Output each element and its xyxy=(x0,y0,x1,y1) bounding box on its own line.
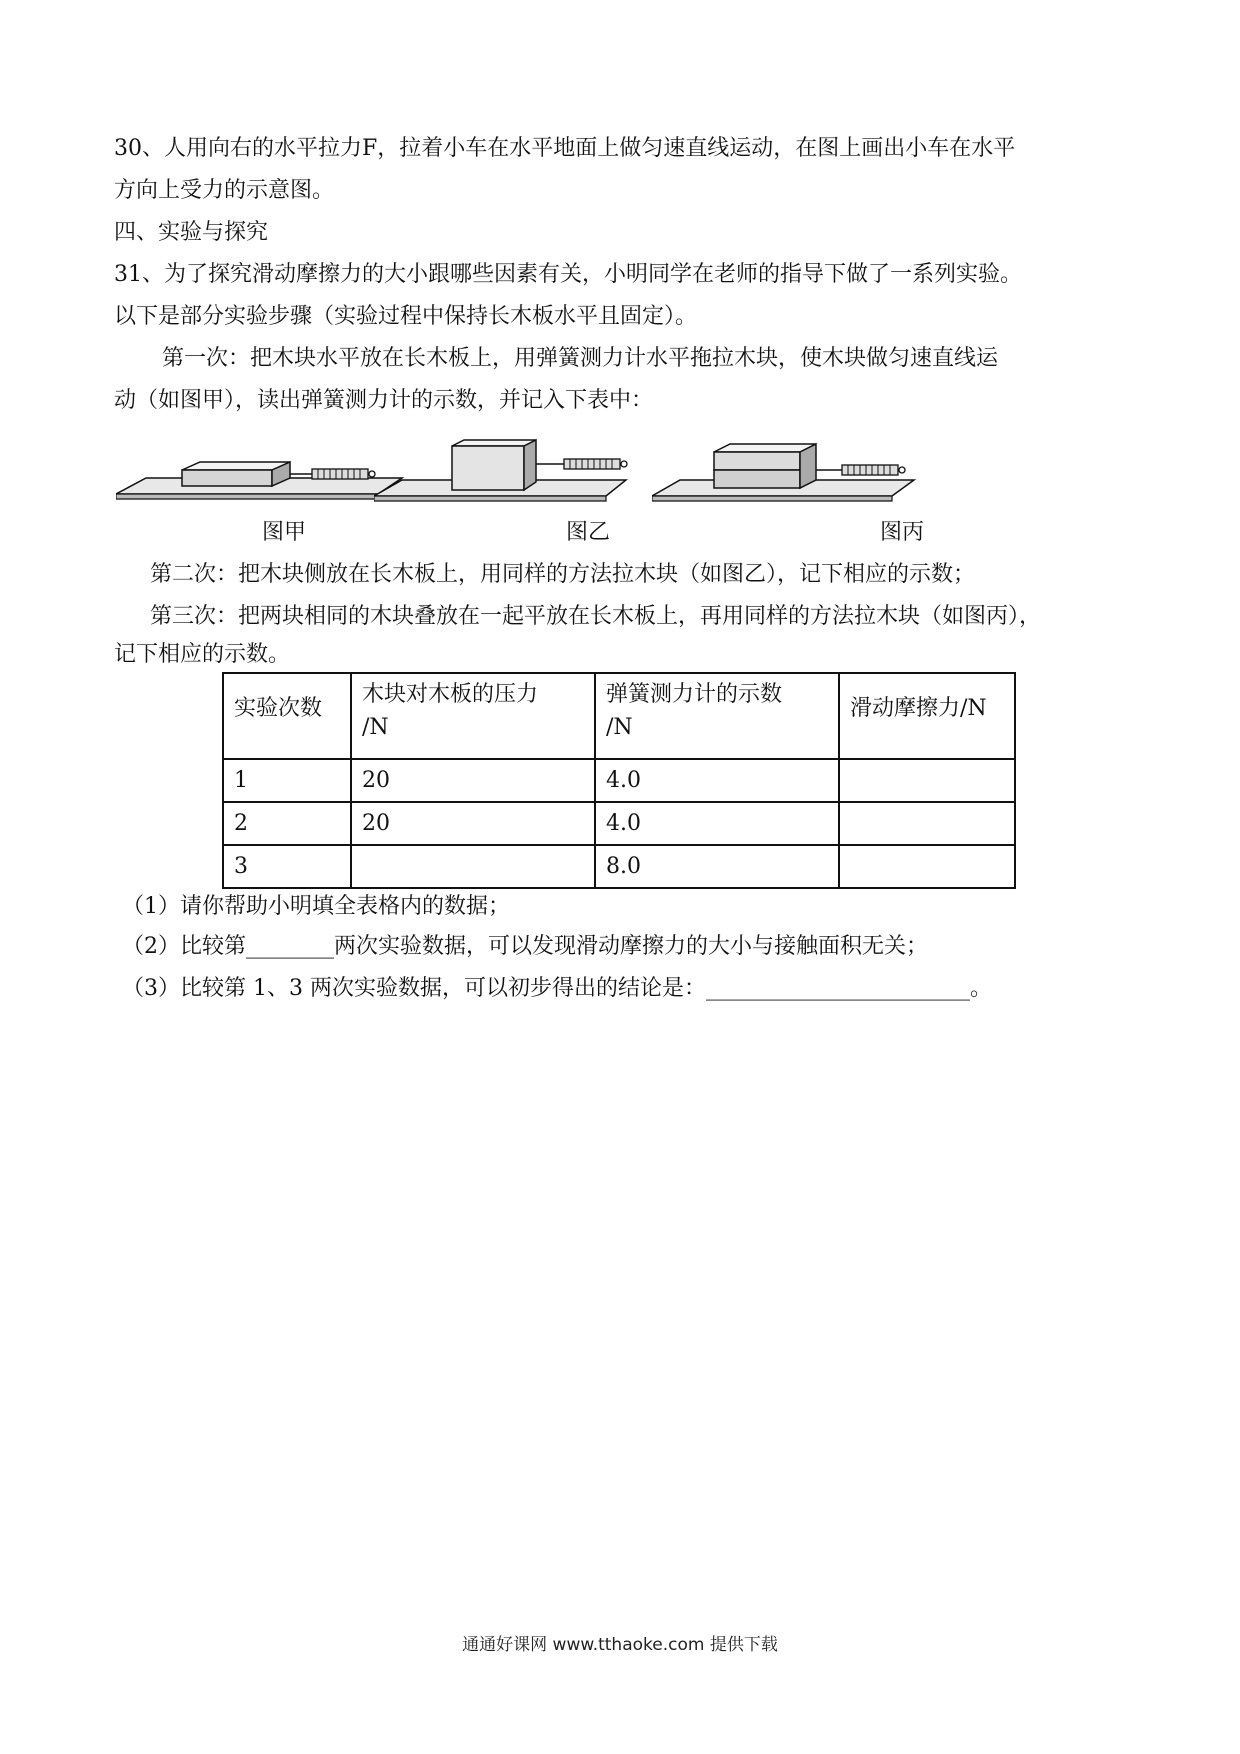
table-header-cell: 木块对木板的压力 /N xyxy=(351,673,595,759)
figure-label-yi: 图乙 xyxy=(566,520,611,545)
table-header-cell: 实验次数 xyxy=(223,673,351,759)
sub-question-1: （1）请你帮助小明填全表格内的数据； xyxy=(122,894,510,919)
page-footer: 通通好课网 www.tthaoke.com 提供下载 xyxy=(462,1635,778,1655)
sub-question-2: （2）比较第________两次实验数据，可以发现滑动摩擦力的大小与接触面积无关； xyxy=(122,934,928,959)
q31-step3-line-1: 第三次：把两块相同的木块叠放在一起平放在长木板上，再用同样的方法拉木块（如图丙）， xyxy=(150,604,1042,629)
table-cell: 8.0 xyxy=(595,845,839,888)
table-cell-blank[interactable] xyxy=(839,802,1015,845)
figure-label-jia: 图甲 xyxy=(262,520,307,545)
figure-jia-illustration xyxy=(116,434,412,510)
q31-intro-line-1: 31、为了探究滑动摩擦力的大小跟哪些因素有关，小明同学在老师的指导下做了一系列实验。 xyxy=(114,262,1022,287)
q30-line-2: 方向上受力的示意图。 xyxy=(114,178,335,203)
table-cell: 1 xyxy=(223,759,351,802)
section-title: 四、实验与探究 xyxy=(114,220,269,245)
q31-step1-line-1: 第一次：把木块水平放在长木板上，用弹簧测力计水平拖拉木块，使木块做匀速直线运 xyxy=(162,346,999,371)
table-header-row xyxy=(223,673,1015,759)
figure-yi-illustration xyxy=(374,434,638,512)
table-header-cell: 弹簧测力计的示数 /N xyxy=(595,673,839,759)
q30-line-1: 30、人用向右的水平拉力F，拉着小车在水平地面上做匀速直线运动，在图上画出小车在水平 xyxy=(114,136,1016,161)
table-cell: 2 xyxy=(223,802,351,845)
table-row xyxy=(223,759,1015,802)
table-cell-blank[interactable] xyxy=(839,759,1015,802)
table-cell-blank[interactable] xyxy=(839,845,1015,888)
table-cell: 20 xyxy=(351,759,595,802)
q31-intro-line-2: 以下是部分实验步骤（实验过程中保持长木板水平且固定）。 xyxy=(114,304,698,329)
table-cell: 4.0 xyxy=(595,759,839,802)
figure-label-bing: 图丙 xyxy=(880,520,925,545)
q31-step1-line-2: 动（如图甲），读出弹簧测力计的示数，并记入下表中： xyxy=(114,388,654,413)
experiment-data-table xyxy=(222,672,1016,889)
table-header-cell: 滑动摩擦力/N xyxy=(839,673,1015,759)
table-cell-blank[interactable] xyxy=(351,845,595,888)
table-row xyxy=(223,845,1015,888)
q31-step2: 第二次：把木块侧放在长木板上，用同样的方法拉木块（如图乙），记下相应的示数； xyxy=(150,562,976,587)
table-cell: 4.0 xyxy=(595,802,839,845)
q31-step3-line-2: 记下相应的示数。 xyxy=(114,642,291,667)
sub-question-3: （3）比较第 1、3 两次实验数据，可以初步得出的结论是：________________________。 xyxy=(122,976,992,1001)
table-row xyxy=(223,802,1015,845)
table-cell: 3 xyxy=(223,845,351,888)
figure-bing-illustration xyxy=(652,434,920,512)
table-cell: 20 xyxy=(351,802,595,845)
